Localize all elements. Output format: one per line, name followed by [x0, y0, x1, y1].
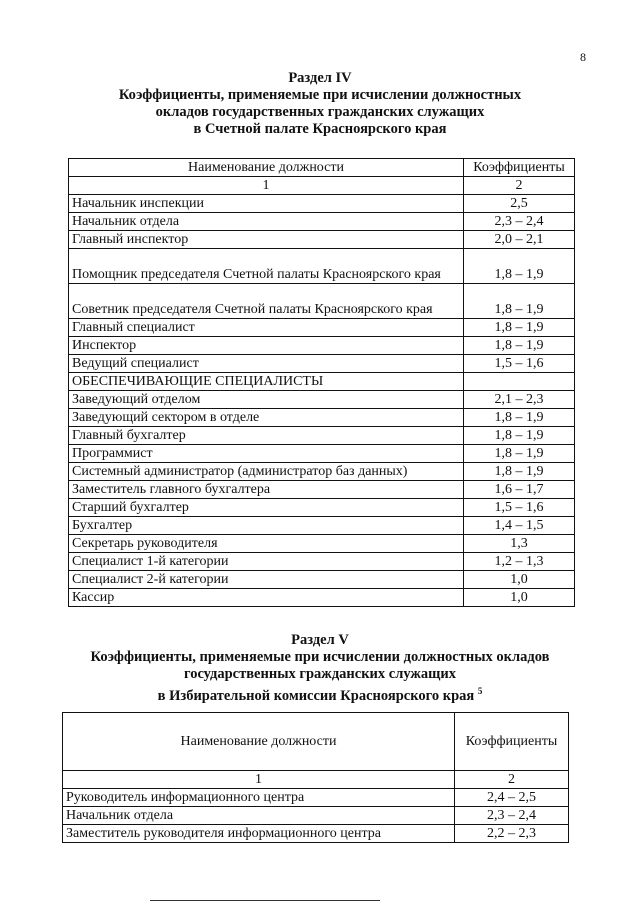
column-number-2: 2: [455, 771, 569, 789]
coefficient-cell: 2,1 – 2,3: [464, 391, 575, 409]
position-name-cell: Кассир: [69, 589, 464, 607]
position-name-cell: Инспектор: [69, 337, 464, 355]
coefficient-cell: 1,8 – 1,9: [464, 249, 575, 284]
table-row: [69, 391, 575, 409]
table-row: [69, 589, 575, 607]
position-name-cell: Начальник отдела: [63, 807, 455, 825]
table-row: [69, 463, 575, 481]
position-name-cell: Секретарь руководителя: [69, 535, 464, 553]
section-5-table: [62, 712, 569, 843]
section-5-title-line-3-text: в Избирательной комиссии Красноярского края: [157, 687, 475, 704]
position-name-cell: Главный бухгалтер: [69, 427, 464, 445]
table-row: [69, 445, 575, 463]
coefficient-cell: 1,6 – 1,7: [464, 481, 575, 499]
coefficient-cell: 2,2 – 2,3: [455, 825, 569, 843]
table-row: [69, 427, 575, 445]
table-row: [69, 284, 575, 319]
table-row: [69, 195, 575, 213]
table-row: [63, 825, 569, 843]
coefficient-cell: 1,3: [464, 535, 575, 553]
position-name-cell: Системный администратор (администратор баз данных): [69, 463, 464, 481]
coefficient-cell: 2,4 – 2,5: [455, 789, 569, 807]
page-number: 8: [580, 50, 586, 64]
coefficient-cell: 1,4 – 1,5: [464, 517, 575, 535]
section-4-title-line-1: Коэффициенты, применяемые при исчислении должностных: [118, 87, 522, 103]
column-number-1: 1: [63, 771, 455, 789]
table-header-row: [63, 713, 569, 771]
coefficient-cell: 1,5 – 1,6: [464, 355, 575, 373]
table-row: [69, 213, 575, 231]
coefficient-cell: 1,2 – 1,3: [464, 553, 575, 571]
section-4-label: Раздел IV: [288, 70, 352, 86]
table-row: [69, 571, 575, 589]
position-name-cell: Советник председателя Счетной палаты Красноярского края: [69, 284, 464, 319]
coefficient-cell: 1,8 – 1,9: [464, 409, 575, 427]
coefficient-cell: 1,8 – 1,9: [464, 463, 575, 481]
section-5-title-line-2: государственных гражданских служащих: [183, 666, 457, 682]
table-row: [63, 807, 569, 825]
table-row: [69, 481, 575, 499]
coefficient-cell: 1,0: [464, 589, 575, 607]
table-row: [69, 249, 575, 284]
position-name-cell: Бухгалтер: [69, 517, 464, 535]
position-name-cell: Ведущий специалист: [69, 355, 464, 373]
column-header-position: Наименование должности: [63, 713, 455, 771]
section-5-heading: [0, 632, 640, 705]
table-row: [69, 355, 575, 373]
table-row: [69, 553, 575, 571]
table-row: [69, 337, 575, 355]
table-row: [69, 517, 575, 535]
coefficient-cell: 1,8 – 1,9: [464, 337, 575, 355]
position-name-cell: Помощник председателя Счетной палаты Красноярского края: [69, 249, 464, 284]
coefficient-cell: 2,3 – 2,4: [464, 213, 575, 231]
coefficient-cell: 1,0: [464, 571, 575, 589]
position-name-cell: Начальник отдела: [69, 213, 464, 231]
table-row: [69, 409, 575, 427]
scan-edge-line: [150, 900, 380, 901]
coefficient-cell: 1,5 – 1,6: [464, 499, 575, 517]
column-header-coefficients: Коэффициенты: [455, 713, 569, 771]
position-name-cell: Заведующий отделом: [69, 391, 464, 409]
coefficient-cell: 2,0 – 2,1: [464, 231, 575, 249]
column-header-coefficients: Коэффициенты: [464, 159, 575, 177]
coefficient-cell: 1,8 – 1,9: [464, 427, 575, 445]
position-name-cell: Старший бухгалтер: [69, 499, 464, 517]
column-number-1: 1: [69, 177, 464, 195]
table-row: [69, 535, 575, 553]
column-header-position: Наименование должности: [69, 159, 464, 177]
position-name-cell: Руководитель информационного центра: [63, 789, 455, 807]
table-row: [69, 319, 575, 337]
coefficient-cell: 1,8 – 1,9: [464, 284, 575, 319]
position-name-cell: Заместитель руководителя информационного центра: [63, 825, 455, 843]
position-name-cell: ОБЕСПЕЧИВАЮЩИЕ СПЕЦИАЛИСТЫ: [69, 373, 464, 391]
section-5-title-line-3: [0, 683, 640, 705]
section-5-label: Раздел V: [291, 632, 349, 648]
column-number-2: 2: [464, 177, 575, 195]
position-name-cell: Специалист 1-й категории: [69, 553, 464, 571]
table-row: [69, 499, 575, 517]
position-name-cell: Специалист 2-й категории: [69, 571, 464, 589]
table-row: [63, 789, 569, 807]
section-4-title-line-2: окладов государственных гражданских служащих: [155, 104, 485, 120]
table-row: [69, 373, 575, 391]
section-5-title-line-1: Коэффициенты, применяемые при исчислении должностных окладов: [90, 649, 550, 665]
position-name-cell: Главный специалист: [69, 319, 464, 337]
coefficient-cell: 1,8 – 1,9: [464, 319, 575, 337]
section-4-heading: [0, 70, 640, 138]
table-column-numbers-row: [63, 771, 569, 789]
position-name-cell: Начальник инспекции: [69, 195, 464, 213]
coefficient-cell: [464, 373, 575, 391]
table-column-numbers-row: [69, 177, 575, 195]
coefficient-cell: 2,3 – 2,4: [455, 807, 569, 825]
position-name-cell: Программист: [69, 445, 464, 463]
section-4-table: [68, 158, 575, 607]
section-4-title-line-3: в Счетной палате Красноярского края: [193, 121, 447, 137]
position-name-cell: Заведующий сектором в отделе: [69, 409, 464, 427]
table-row: [69, 231, 575, 249]
position-name-cell: Заместитель главного бухгалтера: [69, 481, 464, 499]
position-name-cell: Главный инспектор: [69, 231, 464, 249]
coefficient-cell: 1,8 – 1,9: [464, 445, 575, 463]
footnote-mark: 5: [477, 686, 483, 696]
coefficient-cell: 2,5: [464, 195, 575, 213]
table-header-row: [69, 159, 575, 177]
